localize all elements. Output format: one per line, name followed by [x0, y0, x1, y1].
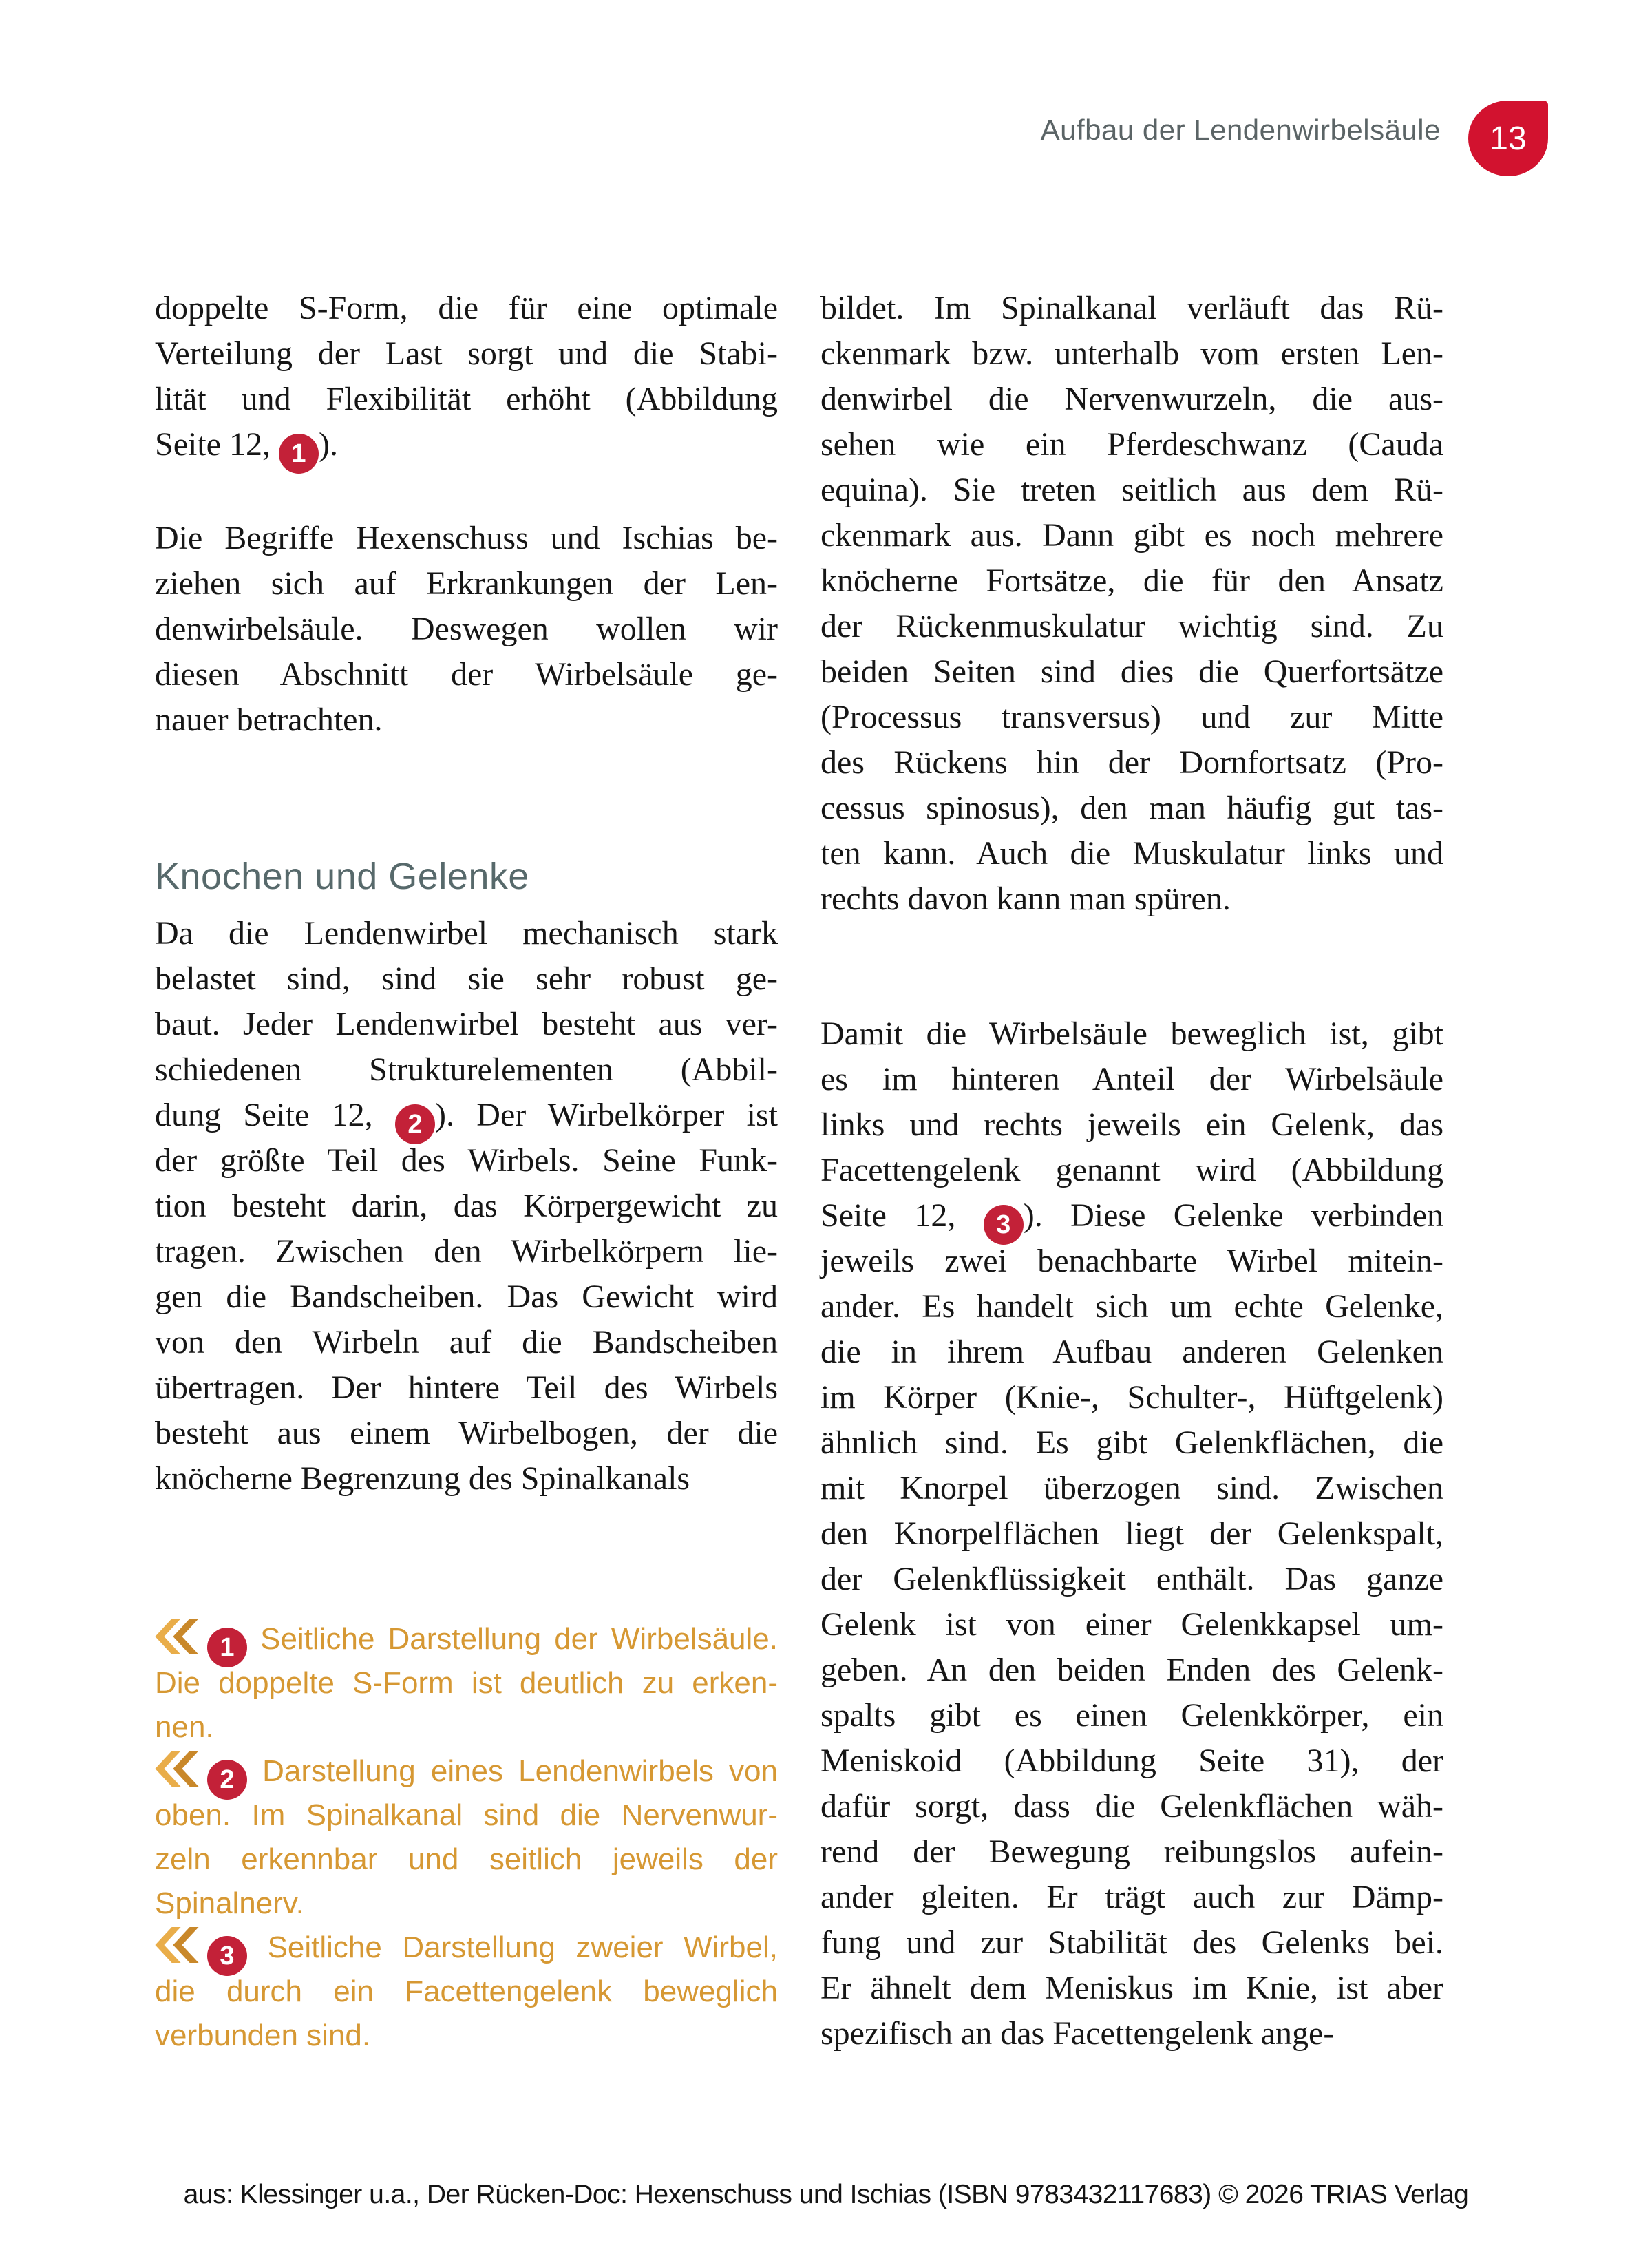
figure-ref-2-badge: 2 [395, 1104, 435, 1144]
text-line: ander. Es handelt sich um echte Gelenke, [820, 1288, 1443, 1325]
text-line: Verteilung der Last sorgt und die Stabi- [155, 335, 778, 372]
text-line: ziehen sich auf Erkrankungen der Len- [155, 565, 778, 602]
figure-ref-3-badge: 3 [984, 1205, 1024, 1245]
text-line: zeln erkennbar und seitlich jeweils der [155, 1842, 778, 1876]
text-line: ander gleiten. Er trägt auch zur Dämp- [820, 1879, 1443, 1915]
double-chevron-left-icon [155, 1619, 199, 1654]
figure-ref-1-badge: 1 [279, 434, 319, 474]
text-line: im Körper (Knie-, Schulter-, Hüftgelenk) [820, 1379, 1443, 1416]
running-header: Aufbau der Lendenwirbelsäule [1040, 114, 1441, 146]
text-line: ähnlich sind. Es gibt Gelenkflächen, die [820, 1424, 1443, 1461]
text-line: belastet sind, sind sie sehr robust ge- [155, 960, 778, 997]
text-line: die durch ein Facettengelenk beweglich [155, 1975, 778, 2008]
text-line: spezifisch an das Facettengelenk ange- [820, 2015, 1335, 2052]
text-line: 3 Seitliche Darstellung zweier Wirbel, [155, 1926, 778, 1970]
page-number: 13 [1490, 120, 1527, 157]
text-line: von den Wirbeln auf die Bandscheiben [155, 1324, 778, 1360]
text-line: dafür sorgt, dass die Gelenkflächen wäh- [820, 1788, 1443, 1824]
body-paragraph [820, 286, 1443, 922]
text-line: der größte Teil des Wirbels. Seine Funk- [155, 1142, 778, 1179]
page-number-badge [1468, 101, 1548, 176]
text-line: es im hinteren Anteil der Wirbelsäule [820, 1061, 1443, 1097]
figure-caption [155, 1617, 778, 1749]
text-line: equina). Sie treten seitlich aus dem Rü- [820, 472, 1443, 508]
text-line: Seite 12, 3 ). Diese Gelenke verbinden [820, 1193, 1443, 1239]
text-line: denwirbelsäule. Deswegen wollen wir [155, 611, 778, 647]
text-line: beiden Seiten sind dies die Querfortsätze [820, 653, 1443, 690]
section-heading: Knochen und Gelenke [155, 856, 529, 897]
text-line: tragen. Zwischen den Wirbelkörpern lie- [155, 1233, 778, 1270]
text-line: diesen Abschnitt der Wirbelsäule ge- [155, 656, 778, 693]
text-line: den Knorpelflächen liegt der Gelenkspalt, [820, 1515, 1443, 1552]
text-line: (Processus transversus) und zur Mitte [820, 699, 1443, 735]
text-line: knöcherne Fortsätze, die für den Ansatz [820, 562, 1443, 599]
body-paragraph [155, 286, 778, 467]
text-line: doppelte S-Form, die für eine optimale [155, 290, 778, 326]
text-line: nen. [155, 1710, 214, 1744]
text-line: gen die Bandscheiben. Das Gewicht wird [155, 1279, 778, 1315]
text-line: nauer betrachten. [155, 702, 383, 738]
text-line: übertragen. Der hintere Teil des Wirbels [155, 1369, 778, 1406]
copyright-footer: aus: Klessinger u.a., Der Rücken-Doc: Hexenschuss und Ischias (ISBN 9783432117683) © 2026 TRIAS Verlag [183, 2180, 1469, 2209]
right-column [820, 286, 1443, 2056]
text-line: fung und zur Stabilität des Gelenks bei. [820, 1924, 1443, 1961]
text-line: Gelenk ist von einer Gelenkkapsel um- [820, 1606, 1443, 1643]
text-line: knöcherne Begrenzung des Spinalkanals [155, 1460, 690, 1497]
left-column [155, 286, 778, 2058]
text-line: lität und Flexibilität erhöht (Abbildung [155, 381, 778, 417]
text-line: der Rückenmuskulatur wichtig sind. Zu [820, 608, 1443, 644]
text-line: rechts davon kann man spüren. [820, 881, 1231, 917]
figure-caption [155, 1926, 778, 2058]
text-line: bildet. Im Spinalkanal verläuft das Rü- [820, 290, 1443, 326]
text-line: baut. Jeder Lendenwirbel besteht aus ver- [155, 1006, 778, 1042]
text-line: oben. Im Spinalkanal sind die Nervenwur- [155, 1798, 778, 1832]
text-line: schiedenen Strukturelementen (Abbil- [155, 1051, 778, 1088]
text-line: geben. An den beiden Enden des Gelenk- [820, 1652, 1443, 1688]
text-line: sehen wie ein Pferdeschwanz (Cauda [820, 426, 1443, 463]
text-line: Seite 12, 1 ). [155, 422, 778, 467]
double-chevron-left-icon [155, 1751, 199, 1787]
double-chevron-left-icon [155, 1927, 199, 1963]
body-paragraph [155, 911, 778, 1502]
text-line: Facettengelenk genannt wird (Abbildung [820, 1152, 1443, 1188]
body-paragraph [820, 1011, 1443, 2056]
text-line: ckenmark aus. Dann gibt es noch mehrere [820, 517, 1443, 554]
text-line: 2 Darstellung eines Lendenwirbels von [155, 1749, 778, 1793]
text-line: 1 Seitliche Darstellung der Wirbelsäule. [155, 1617, 778, 1661]
text-line: dung Seite 12, 2 ). Der Wirbelkörper ist [155, 1093, 778, 1138]
text-line: ckenmark bzw. unterhalb vom ersten Len- [820, 335, 1443, 372]
text-line: des Rückens hin der Dornfortsatz (Pro- [820, 744, 1443, 781]
text-line: Die doppelte S-Form ist deutlich zu erken- [155, 1666, 778, 1700]
text-line: Er ähnelt dem Meniskus im Knie, ist aber [820, 1970, 1443, 2006]
text-line: jeweils zwei benachbarte Wirbel mitein- [820, 1243, 1443, 1279]
text-line: ten kann. Auch die Muskulatur links und [820, 835, 1443, 872]
text-line: mit Knorpel überzogen sind. Zwischen [820, 1470, 1443, 1506]
text-line: besteht aus einem Wirbelbogen, der die [155, 1415, 778, 1451]
text-line: Damit die Wirbelsäule beweglich ist, gibt [820, 1016, 1443, 1052]
text-line: Meniskoid (Abbildung Seite 31), der [820, 1743, 1443, 1779]
text-line: der Gelenkflüssigkeit enthält. Das ganze [820, 1561, 1443, 1597]
text-line: denwirbel die Nervenwurzeln, die aus- [820, 381, 1443, 417]
text-line: rend der Bewegung reibungslos aufein- [820, 1833, 1443, 1870]
text-line: Die Begriffe Hexenschuss und Ischias be- [155, 520, 778, 556]
text-line: Spinalnerv. [155, 1886, 304, 1920]
figure-caption [155, 1749, 778, 1926]
text-line: links und rechts jeweils ein Gelenk, das [820, 1106, 1443, 1143]
body-paragraph [155, 516, 778, 743]
text-line: cessus spinosus), den man häufig gut tas- [820, 790, 1443, 826]
text-line: tion besteht darin, das Körpergewicht zu [155, 1188, 778, 1224]
text-line: spalts gibt es einen Gelenkkörper, ein [820, 1697, 1443, 1734]
text-line: verbunden sind. [155, 2019, 371, 2052]
figure-ref-3-badge: 3 [207, 1936, 247, 1976]
figure-ref-1-badge: 1 [207, 1628, 247, 1667]
text-line: die in ihrem Aufbau anderen Gelenken [820, 1334, 1443, 1370]
figure-ref-2-badge: 2 [207, 1760, 247, 1800]
text-line: Da die Lendenwirbel mechanisch stark [155, 915, 778, 951]
